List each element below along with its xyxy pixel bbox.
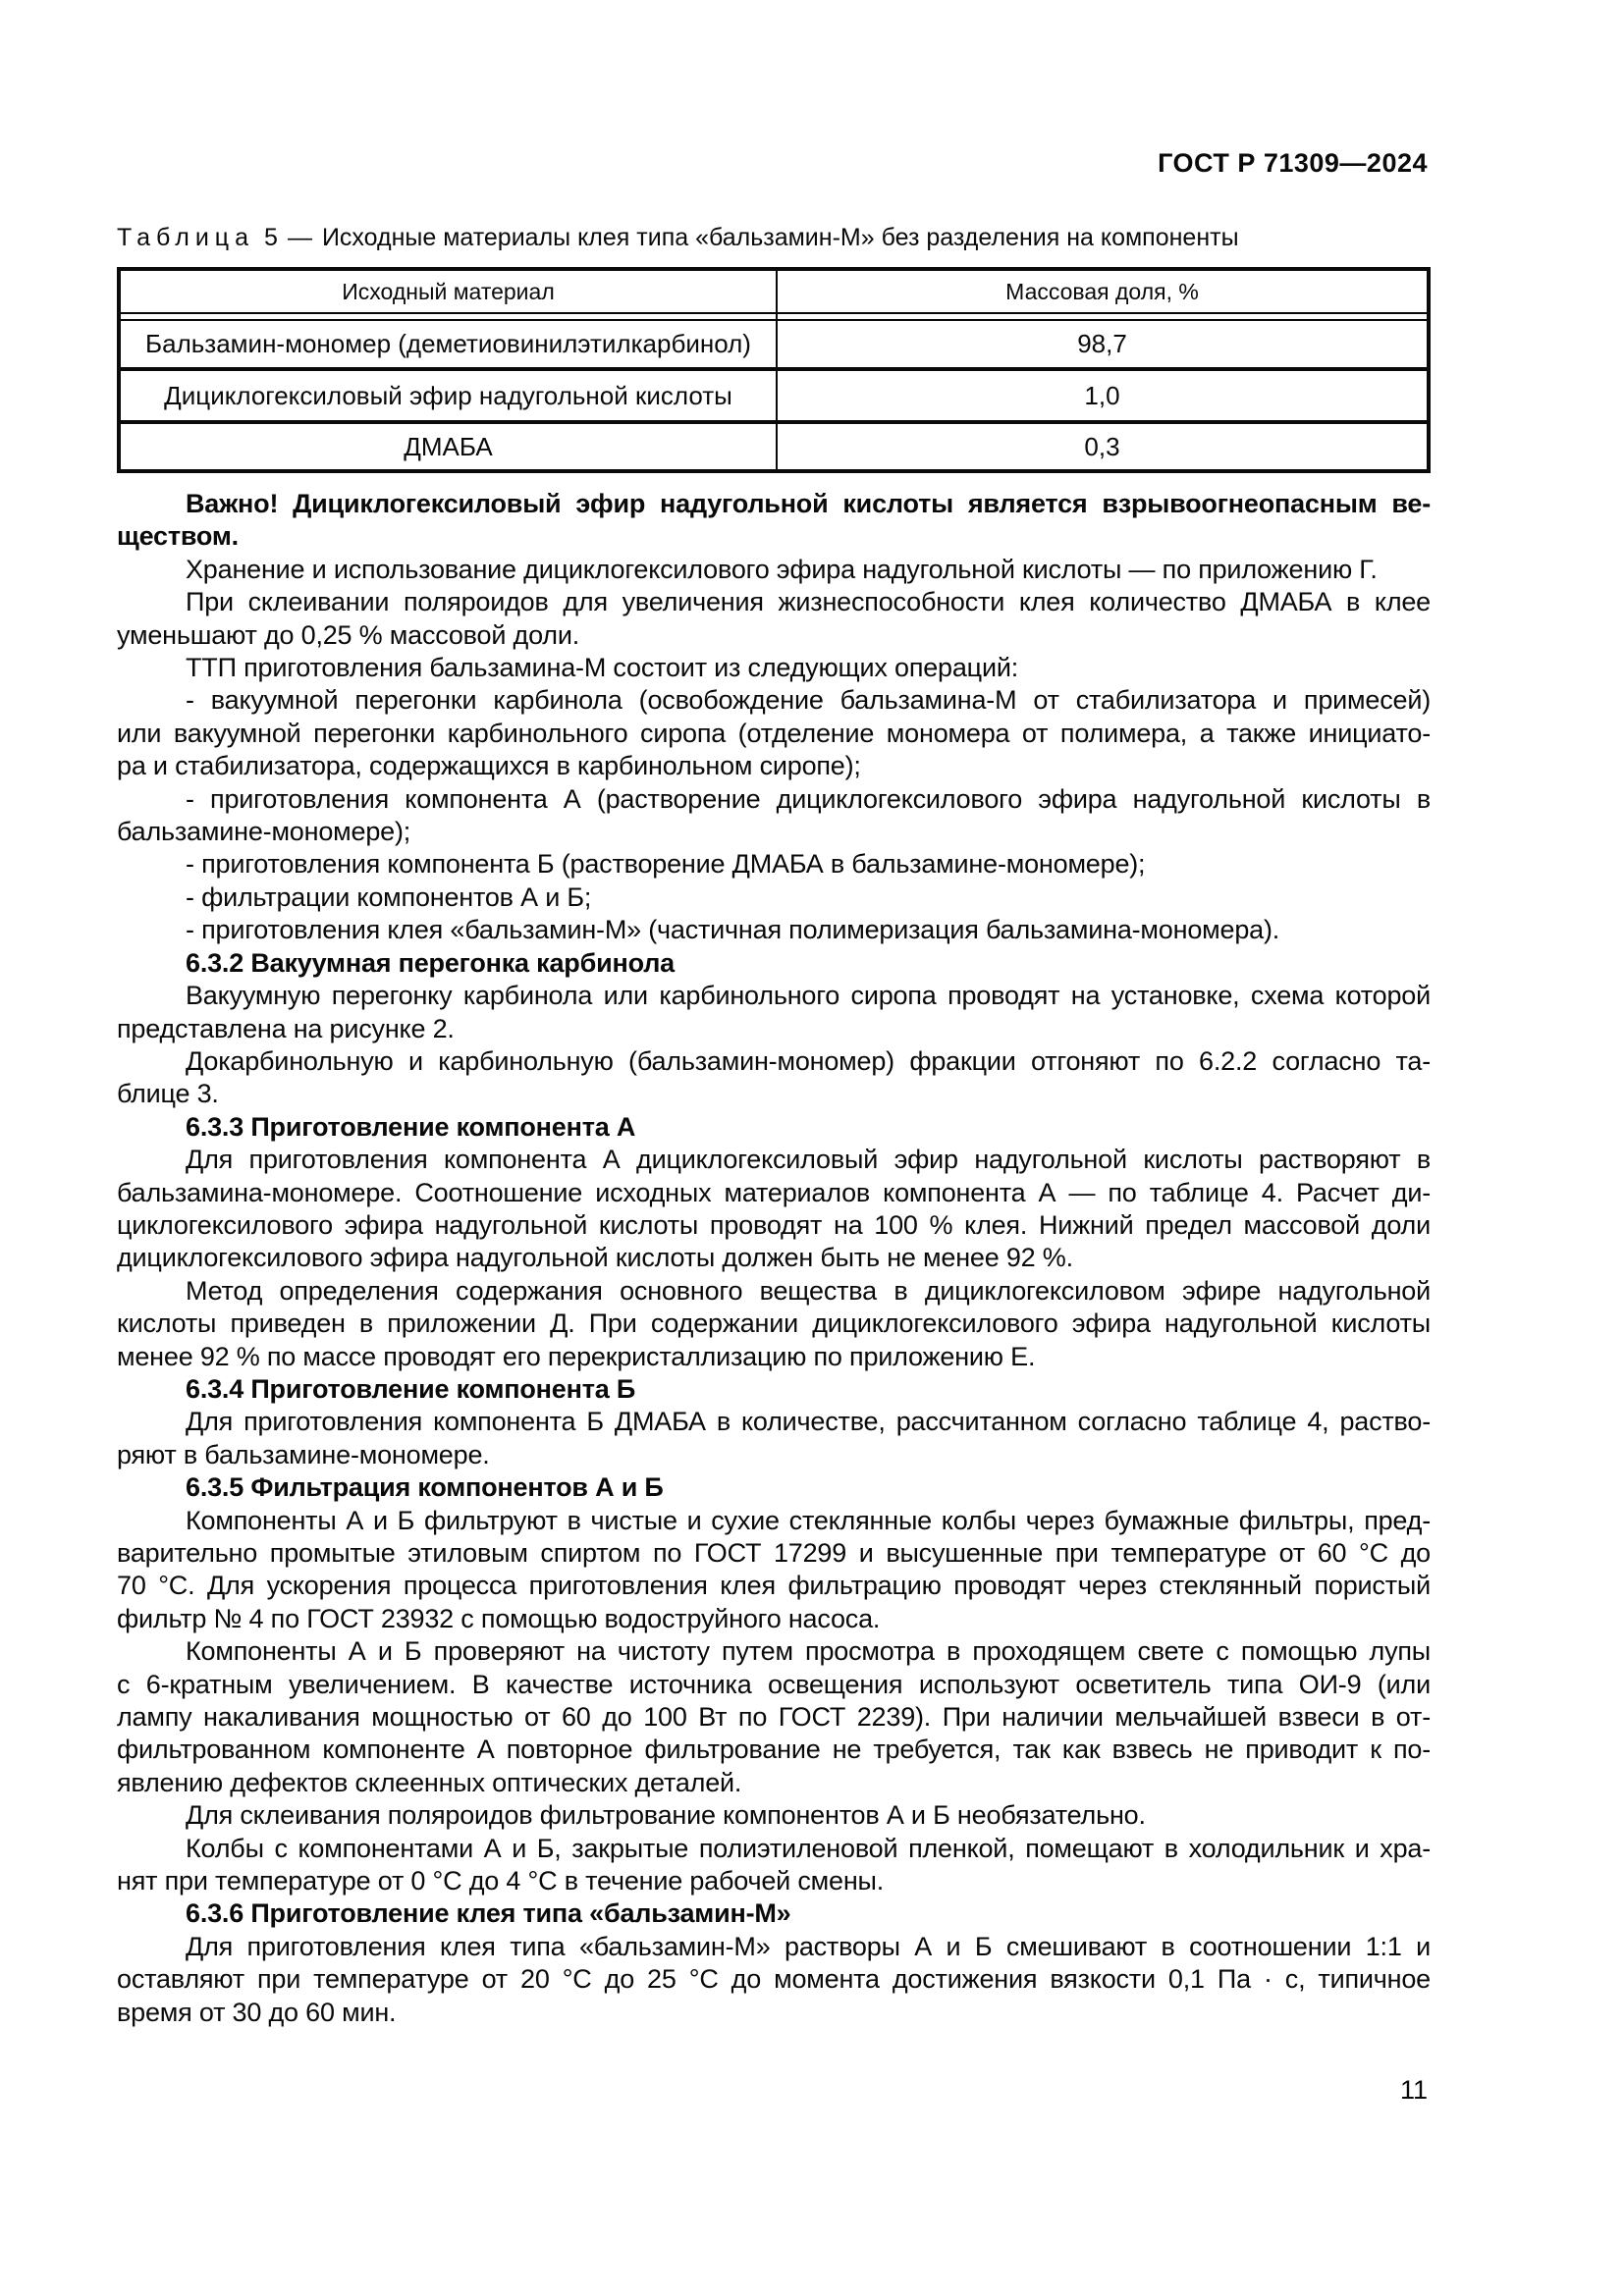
text-line: время от 30 до 60 мин. [117, 1997, 397, 2027]
text-line: Для склеивания поляроидов фильтрование компонентов А и Б необязательно. [186, 1800, 1146, 1831]
text-line: Для приготовления компонента А дициклогексиловый эфир надугольной кислоты растворяют в [186, 1145, 1431, 1175]
table-cell-material: ДМАБА [121, 424, 778, 469]
table-row [121, 424, 1427, 469]
text-line: - приготовления клея «бальзамин-М» (частичная полимеризация бальзамина-мономера). [186, 915, 1280, 945]
text-line: бальзамина-мономере. Соотношение исходных материалов компонента А — по таблице 4. Расчет ди- [117, 1177, 1431, 1207]
text-line: с 6-кратным увеличением. В качестве источника освещения используют осветитель типа ОИ-9 (или [117, 1669, 1431, 1699]
text-line: дициклогексилового эфира надугольной кислоты должен быть не менее 92 %. [117, 1243, 1073, 1273]
table-cell-value: 1,0 [1084, 380, 1120, 410]
text-line: представлена на рисунке 2. [117, 1013, 455, 1043]
text-line: Докарбинольную и карбинольную (бальзамин-мономер) фракции отгоняют по 6.2.2 согласно та- [186, 1045, 1431, 1076]
paragraph [117, 1799, 1431, 1832]
paragraph [117, 848, 1431, 881]
text-line: Вакуумную перегонку карбинола или карбинольного сиропа проводят на установке, схема которой [186, 981, 1431, 1011]
text-line: Компоненты А и Б фильтруют в чистые и сухие стеклянные колбы через бумажные фильтры, пред- [186, 1505, 1431, 1535]
paragraph [117, 914, 1431, 946]
text-line: или вакуумной перегонки карбинольного сиропа (отделение мономера от полимера, а также инициато- [117, 718, 1431, 748]
document-body [117, 488, 1431, 2029]
table-5 [117, 267, 1431, 473]
paragraph [117, 1045, 1431, 1111]
text-line: менее 92 % по массе проводят его перекристаллизацию по приложению Е. [117, 1341, 1036, 1371]
text-line: бальзамине-мономере); [117, 817, 411, 847]
text-line: кислоты приведен в приложении Д. При содержании дициклогексилового эфира надугольной кислоты [117, 1308, 1431, 1339]
text-line: Колбы с компонентами А и Б, закрытые полиэтиленовой пленкой, помещают в холодильник и хра- [186, 1833, 1431, 1863]
table-row [121, 321, 1427, 371]
paragraph [117, 652, 1431, 684]
table-cell-value: 98,7 [1077, 329, 1127, 358]
text-line: явлению дефектов склеенных оптических деталей. [117, 1767, 742, 1797]
table-header-separator [121, 314, 1427, 321]
paragraph [117, 881, 1431, 914]
table-cell-material: Бальзамин-мономер (деметиовинилэтилкарбинол) [121, 321, 778, 367]
text-line: - приготовления компонента А (растворение дициклогексилового эфира надугольной кислоты в [186, 783, 1431, 814]
table-caption [117, 224, 1239, 252]
section-heading [117, 1111, 1431, 1144]
paragraph [117, 684, 1431, 782]
table-caption-word: Таблица [117, 224, 255, 251]
paragraph [117, 1833, 1431, 1898]
table-cell-value: 0,3 [1084, 431, 1120, 461]
page-number: 11 [1399, 2075, 1428, 2105]
text-line: фильтрованном компоненте А повторное фильтрование не требуется, так как взвесь не приводит к по- [117, 1735, 1431, 1765]
text-line: Компоненты А и Б проверяют на чистоту путем просмотра в проходящем свете с помощью лупы [186, 1636, 1431, 1667]
text-line: Важно! Дициклогексиловый эфир надугольной кислоты является взрывоогнеопасным ве- [186, 489, 1431, 518]
text-line: 6.3.4 Приготовление компонента Б [186, 1373, 636, 1404]
text-line: варительно промытые этиловым спиртом по ГОСТ 17299 и высушенные при температуре от 60 °С до [117, 1538, 1431, 1568]
paragraph [117, 586, 1431, 652]
column-header-material: Исходный материал [121, 271, 778, 312]
text-line: лампу накаливания мощностью от 60 до 100 Вт по ГОСТ 2239). При наличии мельчайшей взвеси в от- [117, 1702, 1431, 1733]
paragraph [117, 1144, 1431, 1275]
text-line: Хранение и использование дициклогексилового эфира надугольной кислоты — по приложению Г. [186, 554, 1378, 584]
paragraph [117, 1635, 1431, 1799]
text-line: - приготовления компонента Б (растворение ДМАБА в бальзамине-мономере); [186, 849, 1146, 880]
section-heading [117, 947, 1431, 980]
text-line: При склеивании поляроидов для увеличения жизнеспособности клея количество ДМАБА в клее [186, 587, 1431, 617]
text-line: оставляют при температуре от 20 °С до 25 °С до момента достижения вязкости 0,1 Па · с, типичное [117, 1964, 1431, 1995]
paragraph [117, 1406, 1431, 1471]
text-line: - вакуумной перегонки карбинола (освобождение бальзамина-М от стабилизатора и примесей) [186, 685, 1431, 716]
paragraph [117, 783, 1431, 849]
running-header-doc-code: ГОСТ Р 71309—2024 [1158, 148, 1428, 178]
section-heading [117, 1471, 1431, 1504]
text-line: ТТП приготовления бальзамина-М состоит из следующих операций: [186, 653, 1019, 683]
paragraph [117, 1275, 1431, 1373]
text-line: Метод определения содержания основного вещества в дициклогексиловом эфире надугольной [186, 1275, 1431, 1306]
text-line: Для приготовления клея типа «бальзамин-М» растворы А и Б смешивают в соотношении 1:1 и [186, 1931, 1431, 1961]
text-line: уменьшают до 0,25 % массовой доли. [117, 619, 580, 650]
text-line: 6.3.3 Приготовление компонента А [186, 1111, 636, 1142]
table-caption-number: 5 [264, 224, 278, 251]
table-cell-material: Дициклогексиловый эфир надугольной кислоты [121, 371, 778, 420]
text-line: циклогексилового эфира надугольной кислоты проводят на 100 % клея. Нижний предел массовой доли [117, 1209, 1431, 1240]
text-line: 70 °С. Для ускорения процесса приготовления клея фильтрацию проводят через стеклянный пористый [117, 1571, 1431, 1601]
table-row [121, 371, 1427, 424]
text-line: 6.3.6 Приготовление клея типа «бальзамин-М» [186, 1898, 791, 1929]
table-caption-dash: — [287, 224, 312, 251]
column-header-mass-fraction: Массовая доля, % [1005, 278, 1199, 304]
text-line: ряют в бальзамине-мономере. [117, 1439, 490, 1469]
text-line: ра и стабилизатора, содержащихся в карбинольном сиропе); [117, 751, 861, 781]
paragraph [117, 980, 1431, 1045]
text-line: Для приготовления компонента Б ДМАБА в количестве, рассчитанном согласно таблице 4, раство- [186, 1407, 1431, 1437]
text-line: нят при температуре от 0 °С до 4 °С в течение рабочей смены. [117, 1866, 885, 1896]
section-heading [117, 1897, 1431, 1930]
text-line: 6.3.2 Вакуумная перегонка карбинола [186, 947, 675, 978]
paragraph [117, 488, 1431, 554]
text-line: 6.3.5 Фильтрация компонентов А и Б [186, 1472, 664, 1503]
table-header-row [121, 271, 1427, 314]
text-line: фильтр № 4 по ГОСТ 23932 с помощью водоструйного насоса. [117, 1603, 881, 1633]
paragraph [117, 1505, 1431, 1636]
paragraph [117, 554, 1431, 586]
section-heading [117, 1373, 1431, 1406]
text-line: - фильтрации компонентов А и Б; [186, 881, 592, 912]
paragraph [117, 1931, 1431, 2029]
text-line: блице 3. [117, 1079, 219, 1109]
table-caption-text: Исходные материалы клея типа «бальзамин-М» без разделения на компоненты [321, 224, 1239, 251]
text-line: ществом. [117, 521, 239, 552]
